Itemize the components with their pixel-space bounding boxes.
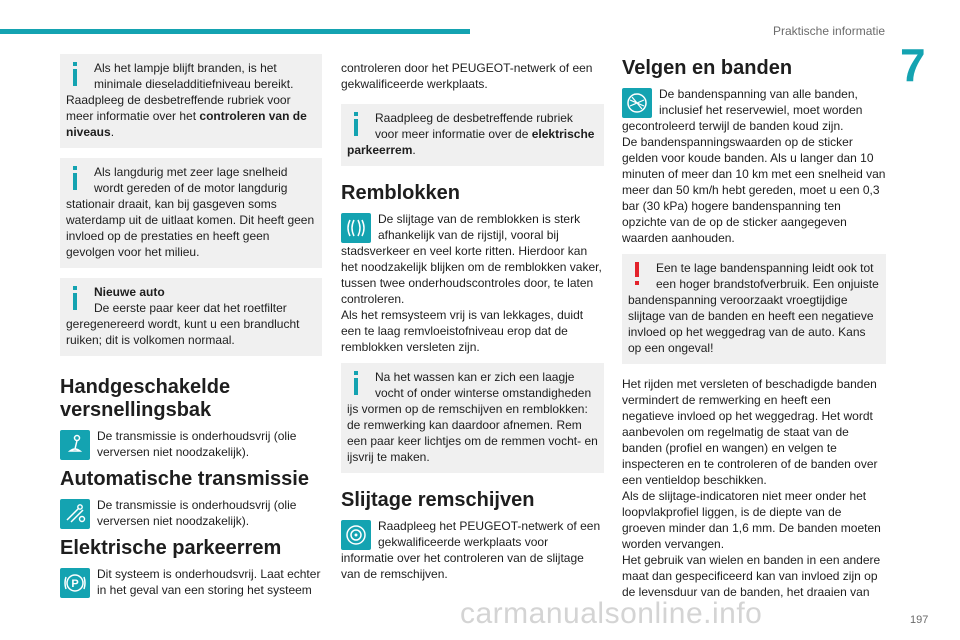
section-heading: Velgen en banden (622, 57, 793, 79)
info-note (60, 54, 322, 148)
info-note (341, 104, 604, 166)
maintenance-item (341, 518, 604, 582)
info-icon (345, 112, 369, 138)
parking-brake-icon (60, 568, 90, 598)
info-icon (345, 371, 369, 397)
section-heading: Handgeschakelde versnellingsbak (60, 376, 231, 421)
running-header: Praktische informatie (773, 24, 886, 38)
tyre-icon (622, 88, 652, 118)
header-accent-bar (0, 29, 470, 34)
warning-icon (626, 262, 650, 288)
maintenance-item (341, 211, 604, 355)
body-text: controleren door het PEUGEOT-netwerk of een gekwalificeerde werkplaats. (341, 61, 593, 91)
note-text-end: . (412, 143, 416, 157)
section-text: De transmissie is onderhoudsvrij (olie verversen niet noodzakelijk). (97, 429, 297, 459)
svg-text:P: P (71, 578, 79, 590)
brake-disc-icon (341, 520, 371, 550)
section-text: Dit systeem is onderhoudsvrij. Laat echter in het geval van een storing het systeem (97, 567, 321, 597)
maintenance-item (60, 428, 322, 460)
section-text: De bandenspanningswaarden op de sticker gelden voor koude banden. Als u langer dan 10 minuten of meer dan 10 km met een snelheid van meer dan 50 km/h hebt gereden, moet u een 0,3 bar (30 kPa) hogere bandenspanning ten opzichte van de op de sticker aangegeven waarden aanhouden. (622, 135, 886, 245)
info-note (60, 158, 322, 268)
section-heading: Elektrische parkeerrem (60, 537, 282, 559)
maintenance-item (60, 497, 322, 529)
section-text: De slijtage van de remblokken is sterk afhankelijk van de rijstijl, vooral bij stadsverkeer en veel korte ritten. Hierdoor kan het noodzakelijk blijken om de remblokken vaker, tussen twee onderhoudscontroles door, te laten controleren. (341, 212, 602, 306)
note-text: De eerste paar keer dat het roetfilter geregenereerd wordt, kunt u een brandlucht ruiken; dit is volkomen normaal. (66, 301, 300, 347)
note-text: Raadpleeg de desbetreffende rubriek voor meer informatie over de (375, 111, 573, 141)
section-heading: Automatische transmissie (60, 468, 309, 490)
note-text: Als langdurig met zeer lage snelheid wordt gereden of de motor langdurig stationair draait, kan bij gasgeven soms waterdamp uit de uitlaat komen. Dit heeft geen invloed op de prestaties en heeft geen gevolgen voor het milieu. (66, 165, 315, 259)
body-paragraph: Als de slijtage-indicatoren niet meer onder het loopvlakprofiel liggen, is de diepte van de groeven minder dan 1,6 mm. De banden moeten worden vervangen. (622, 489, 881, 551)
section-text: De bandenspanning van alle banden, inclusief het reservewiel, moet worden gecontroleerd terwijl de banden koud zijn. (622, 87, 863, 133)
note-text: Als het lampje blijft branden, is het minimale dieseladditiefniveau bereikt. (94, 61, 294, 91)
body-paragraph: Het gebruik van wielen en banden in een andere maat dan gespecificeerd kan van invloed zijn op de levensduur van de banden, het draaien van (622, 553, 881, 599)
note-bold-link: controleren van de niveaus (66, 109, 307, 139)
note-title: Nieuwe auto (94, 285, 165, 299)
gear-lever-icon (60, 430, 90, 460)
info-icon (64, 286, 88, 312)
note-text: Raadpleeg de desbetreffende rubriek voor meer informatie over het (66, 93, 291, 123)
maintenance-item (60, 566, 322, 598)
column-2 (341, 60, 604, 590)
warning-note (622, 254, 886, 364)
info-note (60, 278, 322, 356)
info-icon (64, 166, 88, 192)
automatic-gear-icon (60, 499, 90, 529)
section-text: Als het remsysteem vrij is van lekkages, duidt een te laag remvloeistofniveau erop dat de remblokken versleten zijn. (341, 308, 584, 354)
section-text: Raadpleeg het PEUGEOT-netwerk of een gekwalificeerde werkplaats voor informatie over het controleren van de slijtage van de remschijven. (341, 519, 601, 581)
maintenance-item (622, 86, 886, 246)
info-icon (64, 62, 88, 88)
note-text: Na het wassen kan er zich een laagje vocht of onder winterse omstandigheden ijs vormen op de remschijven en remblokken: de remwerking kan daardoor afnemen. Rem een paar keer lichtjes om de remmen vocht- en ijsvrij te maken. (347, 370, 598, 464)
brake-pad-icon (341, 213, 371, 243)
note-text: Een te lage bandenspanning leidt ook tot een hoger brandstofverbruik. Een onjuiste bandenspanning veroorzaakt vroegtijdige slijtage van de banden en heeft een negatieve invloed op het weggedrag van de auto. Kans op een ongeval! (628, 261, 879, 355)
column-1 (60, 54, 322, 606)
note-text-end: . (110, 125, 115, 139)
info-note (341, 363, 604, 473)
chapter-number: 7 (900, 39, 926, 91)
body-text (622, 376, 886, 600)
section-heading: Slijtage remschijven (341, 489, 535, 511)
section-text: De transmissie is onderhoudsvrij (olie verversen niet noodzakelijk). (97, 498, 297, 528)
watermark: carmanualsonline.info (460, 597, 763, 630)
section-heading: Remblokken (341, 182, 460, 204)
note-bold-link: elektrische parkeerrem (347, 127, 595, 157)
column-3 (622, 57, 886, 600)
page-number: 197 (910, 614, 929, 626)
body-paragraph: Het rijden met versleten of beschadigde banden vermindert de remwerking en heeft een negatieve invloed op het weggedrag. Het wordt aanbevolen om regelmatig de staat van de banden (profiel en wangen) en velgen te inspecteren en te controleren of de banden over een ventieldop beschikken. (622, 377, 878, 487)
